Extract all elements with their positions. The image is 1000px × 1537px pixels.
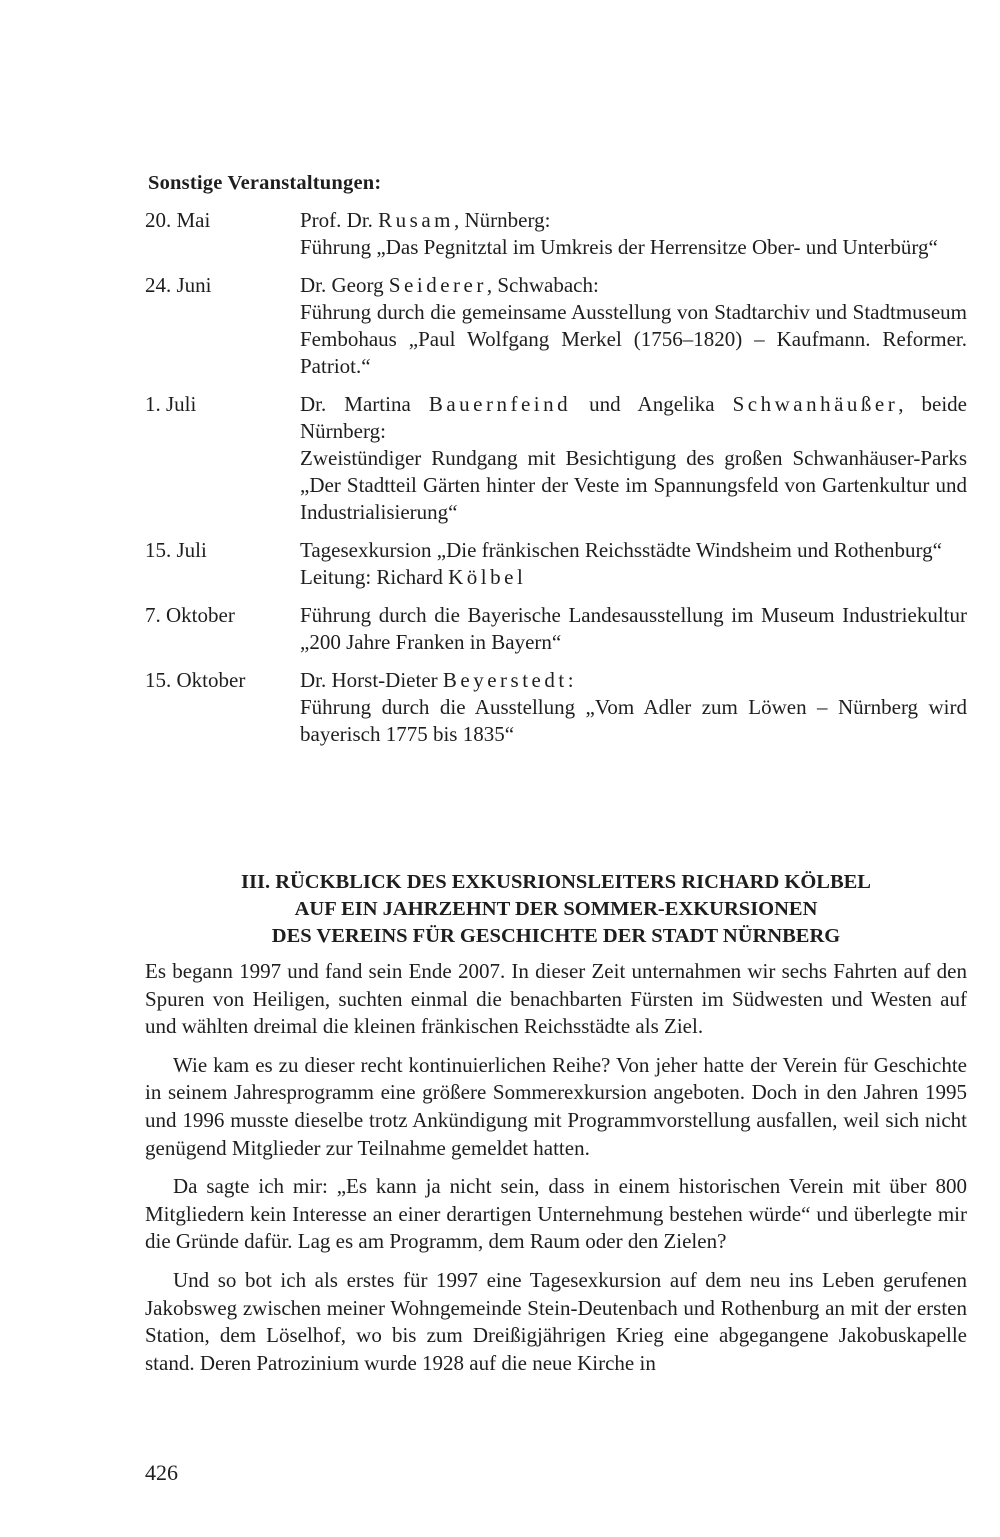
event-entry — [145, 272, 967, 380]
event-line: Führung durch die Bayerische Landesausstellung im Museum Industriekultur „200 Jahre Franken in Bayern“ — [300, 603, 967, 654]
chapter-heading-line: DES VEREINS FÜR GESCHICHTE DER STADT NÜRNBERG — [271, 925, 841, 947]
event-line: Zweistündiger Rundgang mit Besichtigung des großen Schwanhäuser-Parks „Der Stadtteil Gärten hinter der Veste im Spannungsfeld von Gartenkultur und Industrialisierung“ — [300, 446, 967, 524]
body-text — [145, 958, 967, 1388]
event-entry — [145, 602, 967, 656]
event-date: 24. Juni — [145, 273, 212, 297]
event-entry — [145, 667, 967, 748]
event-line: Tagesexkursion „Die fränkischen Reichsstädte Windsheim und Rothenburg“ — [300, 538, 942, 562]
event-list — [145, 207, 967, 759]
event-line: Leitung: Richard Kölbel — [300, 565, 527, 589]
event-line: Führung „Das Pegnitztal im Umkreis der Herrensitze Ober- und Unterbürg“ — [300, 235, 938, 259]
event-date: 15. Oktober — [145, 668, 246, 692]
event-date: 7. Oktober — [145, 603, 235, 627]
event-description — [300, 537, 967, 591]
event-date: 15. Juli — [145, 538, 207, 562]
event-description — [300, 602, 967, 656]
event-date: 1. Juli — [145, 392, 197, 416]
event-description — [300, 272, 967, 380]
event-line: Dr. Martina Bauernfeind und Angelika Schwanhäußer, beide Nürnberg: — [300, 392, 967, 443]
event-entry — [145, 537, 967, 591]
event-line: Prof. Dr. Rusam, Nürnberg: — [300, 208, 551, 232]
event-description — [300, 207, 967, 261]
page-number: 426 — [145, 1460, 178, 1485]
chapter-heading — [145, 869, 967, 950]
event-line: Führung durch die Ausstellung „Vom Adler zum Löwen – Nürnberg wird bayerisch 1775 bis 1835“ — [300, 695, 967, 746]
paragraph: Da sagte ich mir: „Es kann ja nicht sein, dass in einem historischen Verein mit über 800 Mitgliedern kein Interesse an einer derartigen Unternehmung bestehen würde“ und überlegte mir die Gründe dafür. Lag es am Programm, dem Raum oder den Zielen? — [145, 1174, 967, 1254]
event-description — [300, 667, 967, 748]
event-date: 20. Mai — [145, 208, 211, 232]
paragraph: Es begann 1997 und fand sein Ende 2007. In dieser Zeit unternahmen wir sechs Fahrten auf den Spuren von Heiligen, suchten einmal die benachbarten Fürsten im Südwesten und Westen auf und wählten dreimal die kleinen fränkischen Reichsstädte als Ziel. — [145, 959, 967, 1039]
chapter-heading-line: AUF EIN JAHRZEHNT DER SOMMER-EXKURSIONEN — [294, 898, 818, 920]
event-description — [300, 391, 967, 526]
paragraph: Wie kam es zu dieser recht kontinuierlichen Reihe? Von jeher hatte der Verein für Geschichte in seinem Jahresprogramm eine größere Sommerexkursion angeboten. Doch in den Jahren 1995 und 1996 musste dieselbe trotz Ankündigung mit Programmvorstellung ausfallen, weil sich nicht genügend Mitglieder zur Teilnahme gemeldet hatten. — [145, 1052, 967, 1160]
chapter-heading-line: III. RÜCKBLICK DES EXKUSRIONSLEITERS RICHARD KÖLBEL — [241, 871, 871, 893]
event-entry — [145, 207, 967, 261]
event-line: Dr. Horst-Dieter Beyerstedt: — [300, 668, 574, 692]
event-line: Führung durch die gemeinsame Ausstellung von Stadtarchiv und Stadtmuseum Fembohaus „Paul Wolfgang Merkel (1756–1820) – Kaufmann. Reformer. Patriot.“ — [300, 300, 967, 378]
paragraph: Und so bot ich als erstes für 1997 eine Tagesexkursion auf dem neu ins Leben gerufenen Jakobsweg zwischen meiner Wohngemeinde Stein-Deutenbach und Rothenburg an mit der ersten Station, dem Löselhof, wo bis zum Dreißigjährigen Krieg eine abgegangene Jakobuskapelle stand. Deren Patrozinium wurde 1928 auf die neue Kirche in — [145, 1267, 967, 1375]
event-entry — [145, 391, 967, 526]
event-line: Dr. Georg Seiderer, Schwabach: — [300, 273, 599, 297]
section-heading: Sonstige Veranstaltungen: — [148, 172, 382, 194]
